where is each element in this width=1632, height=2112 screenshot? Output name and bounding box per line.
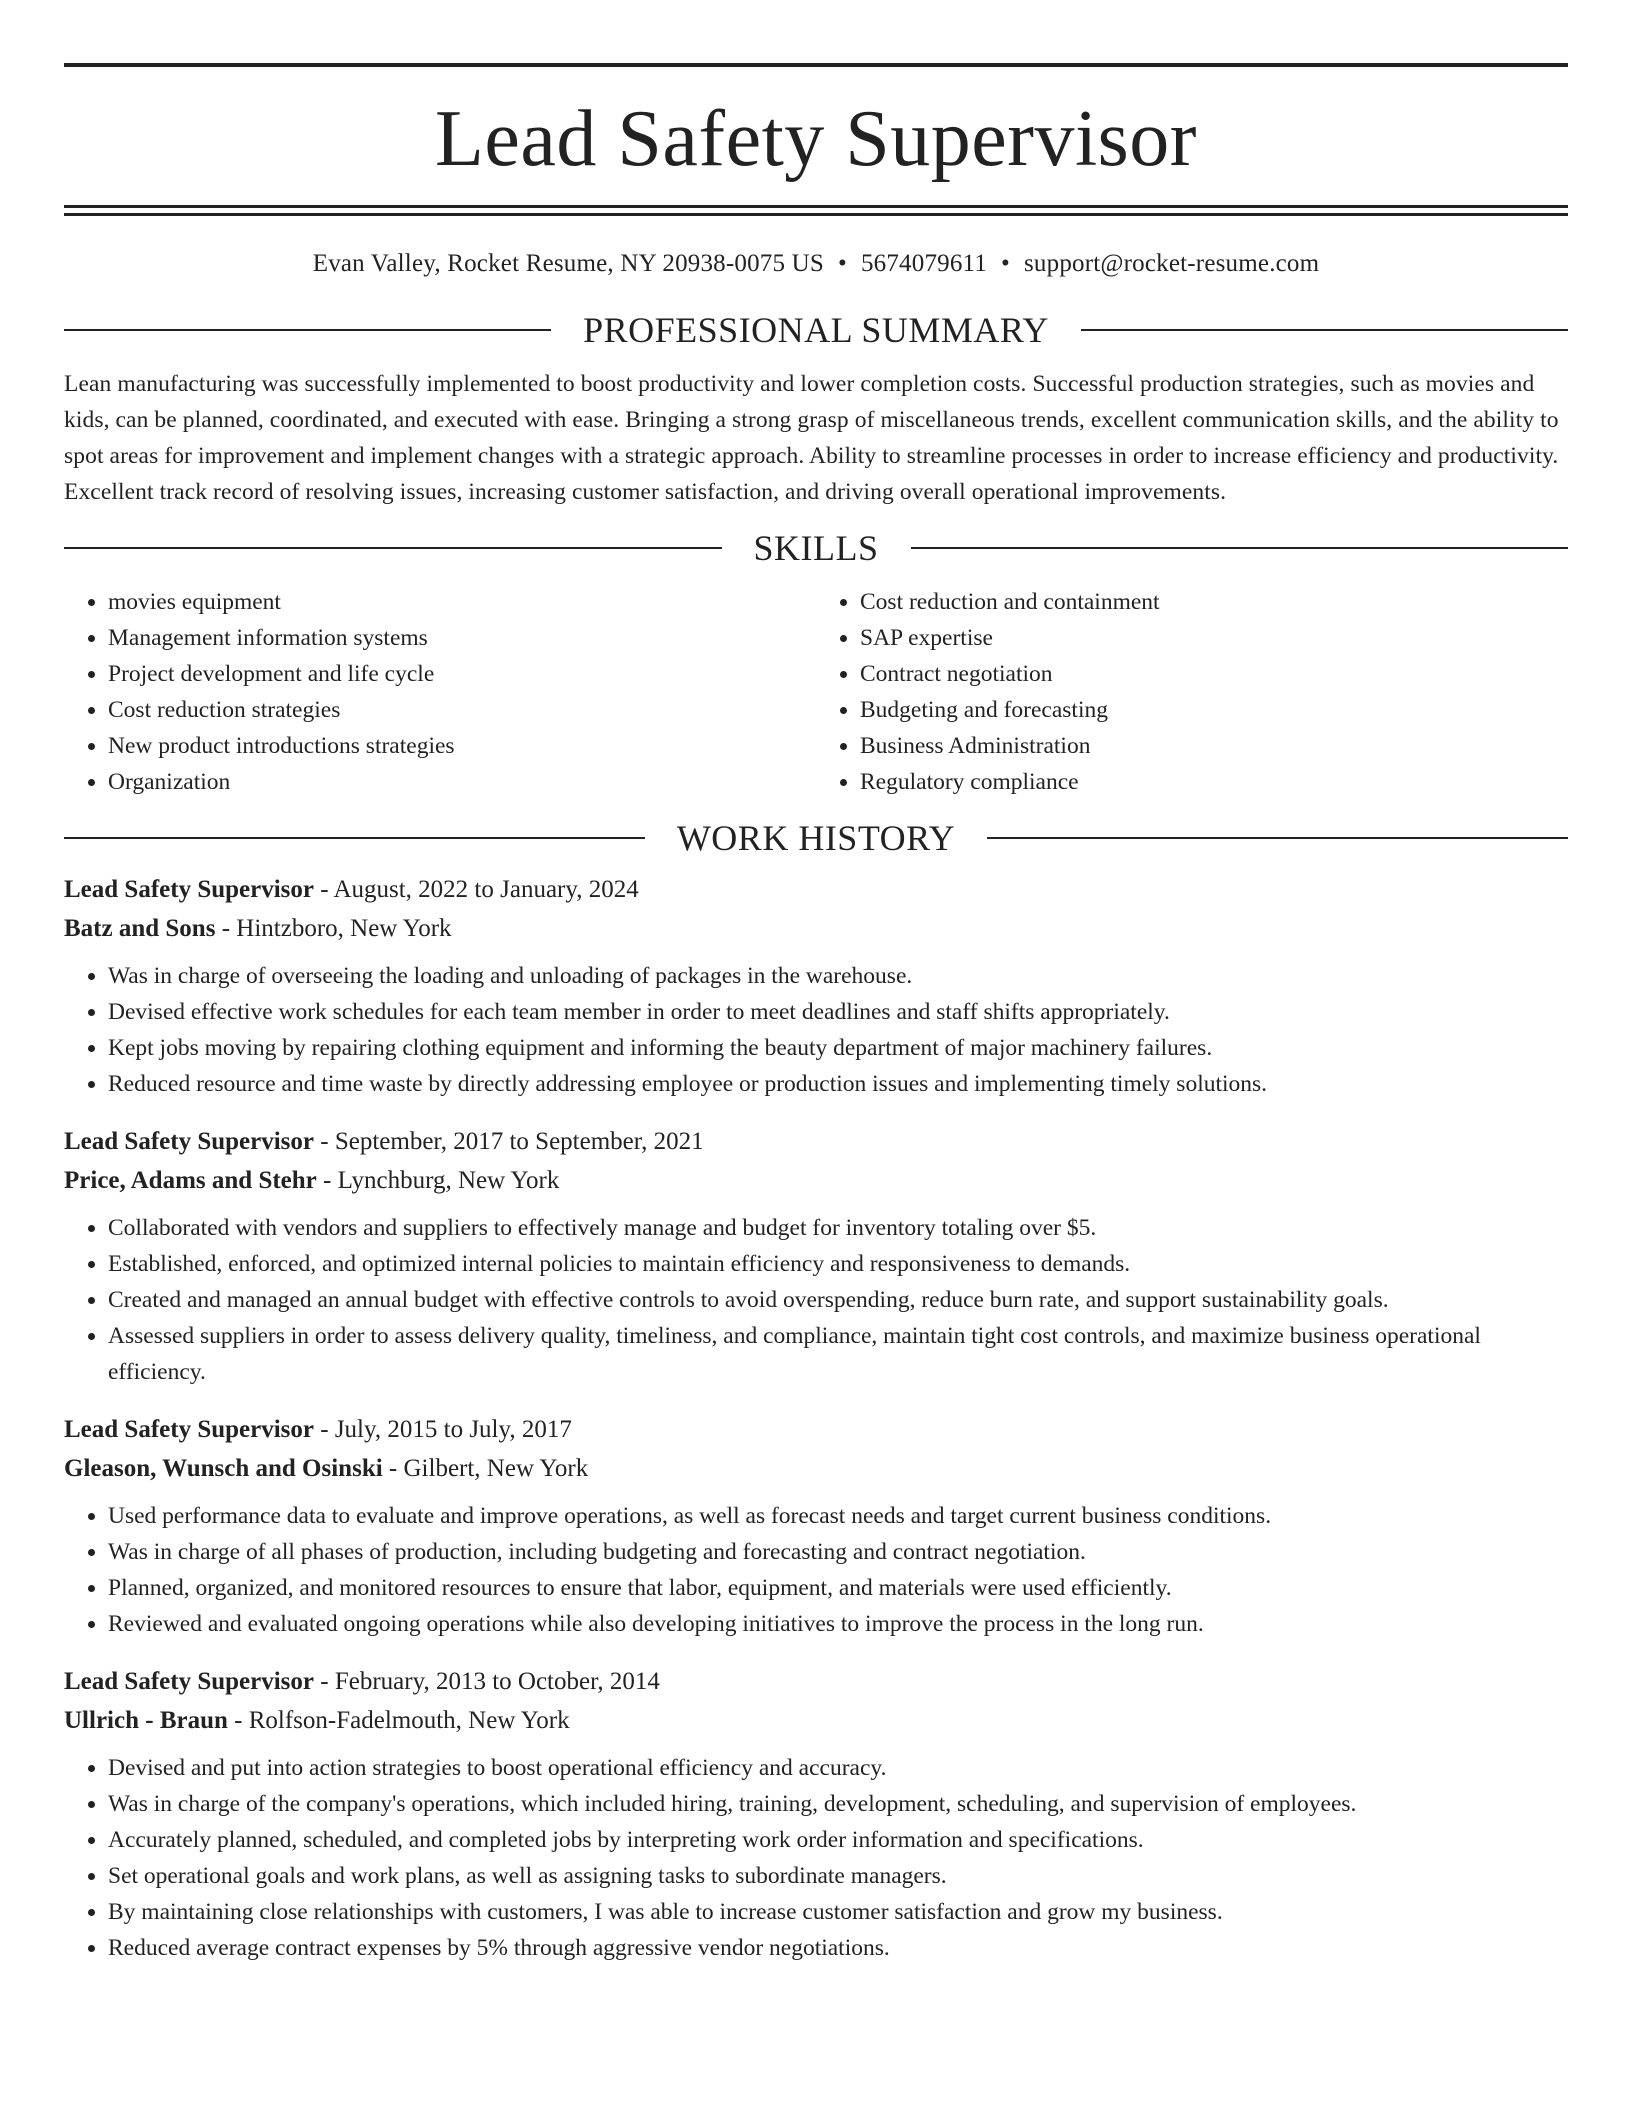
skill-item: • Budgeting and forecasting <box>860 692 1568 728</box>
job-dates: - February, 2013 to October, 2014 <box>314 1668 660 1695</box>
job-company-line <box>64 1161 1568 1200</box>
job-bullet: • By maintaining close relationships with customers, I was able to increase customer satisfaction and grow my business. <box>108 1894 1568 1930</box>
job-role-line <box>64 1662 1568 1701</box>
job-dates: - August, 2022 to January, 2024 <box>314 876 639 903</box>
skill-item: • Management information systems <box>108 620 816 656</box>
job-entry <box>64 1122 1568 1390</box>
job-bullet: • Reduced resource and time waste by directly addressing employee or production issues and implementing timely solutions. <box>108 1066 1568 1102</box>
skill-item: • Contract negotiation <box>860 656 1568 692</box>
job-bullets <box>64 1210 1568 1390</box>
job-entry <box>64 1662 1568 1966</box>
job-bullet: • Planned, organized, and monitored resources to ensure that labor, equipment, and materials were used efficiently. <box>108 1570 1568 1606</box>
job-company-line <box>64 909 1568 948</box>
skill-item: • Business Administration <box>860 728 1568 764</box>
job-dates: - September, 2017 to September, 2021 <box>314 1128 704 1155</box>
job-bullet: • Used performance data to evaluate and improve operations, as well as forecast needs and target current business conditions. <box>108 1498 1568 1534</box>
job-dates: - July, 2015 to July, 2017 <box>314 1416 572 1443</box>
job-bullet: • Established, enforced, and optimized internal policies to maintain efficiency and responsiveness to demands. <box>108 1246 1568 1282</box>
job-role-line <box>64 870 1568 909</box>
contact-phone: 5674079611 <box>860 250 988 277</box>
job-entry <box>64 870 1568 1102</box>
job-location: - Hintzboro, New York <box>215 915 452 942</box>
job-company: Price, Adams and Stehr <box>64 1167 317 1194</box>
skill-item: • movies equipment <box>108 584 816 620</box>
job-role: Lead Safety Supervisor <box>64 1128 314 1155</box>
job-bullet: • Was in charge of all phases of production, including budgeting and forecasting and contract negotiation. <box>108 1534 1568 1570</box>
skill-item: • New product introductions strategies <box>108 728 816 764</box>
skill-item: • Project development and life cycle <box>108 656 816 692</box>
summary-text: Lean manufacturing was successfully implemented to boost productivity and lower completion costs. Successful production strategies, such as movies and kids, can be planned, coordinated, and executed with ease. Bringing a strong grasp of miscellaneous trends, excellent communication skills, and the ability to spot areas for improvement and implement changes with a strategic approach. Ability to streamline processes in order to increase efficiency and productivity. Excellent track record of resolving issues, increasing customer satisfaction, and driving overall operational improvements. <box>64 371 1559 505</box>
job-location: - Rolfson-Fadelmouth, New York <box>227 1707 570 1734</box>
skill-item: • Regulatory compliance <box>860 764 1568 800</box>
skills-list <box>64 584 1568 800</box>
skill-item: • SAP expertise <box>860 620 1568 656</box>
contact-email: support@rocket-resume.com <box>1023 250 1320 277</box>
section-rule-left <box>64 837 645 839</box>
job-company: Batz and Sons <box>64 915 216 942</box>
job-entry <box>64 1410 1568 1642</box>
job-role: Lead Safety Supervisor <box>64 876 314 903</box>
job-bullet: • Kept jobs moving by repairing clothing equipment and informing the beauty department of major machinery failures. <box>108 1030 1568 1066</box>
header-double-rule <box>64 205 1568 216</box>
section-header-skills <box>64 520 1568 576</box>
section-rule-right <box>987 837 1568 839</box>
job-bullet: • Devised and put into action strategies to boost operational efficiency and accuracy. <box>108 1750 1568 1786</box>
section-title-summary: PROFESSIONAL SUMMARY <box>583 310 1049 350</box>
section-title-skills: SKILLS <box>753 528 879 568</box>
job-role: Lead Safety Supervisor <box>64 1668 314 1695</box>
section-rule-right <box>1081 329 1568 331</box>
contact-separator: • <box>838 250 847 277</box>
job-company-line <box>64 1701 1568 1740</box>
job-bullets <box>64 958 1568 1102</box>
job-bullet: • Accurately planned, scheduled, and completed jobs by interpreting work order information and specifications. <box>108 1822 1568 1858</box>
job-company: Ullrich - Braun <box>64 1707 228 1734</box>
job-bullets <box>64 1498 1568 1642</box>
section-title-work-history: WORK HISTORY <box>676 818 956 858</box>
job-bullets <box>64 1750 1568 1966</box>
job-bullet: • Reduced average contract expenses by 5% through aggressive vendor negotiations. <box>108 1930 1568 1966</box>
job-bullet: • Set operational goals and work plans, as well as assigning tasks to subordinate managers. <box>108 1858 1568 1894</box>
job-company: Gleason, Wunsch and Osinski <box>64 1455 383 1482</box>
contact-line <box>64 246 1568 282</box>
resume-title: Lead Safety Supervisor <box>435 95 1197 183</box>
job-location: - Lynchburg, New York <box>316 1167 560 1194</box>
job-bullet: • Created and managed an annual budget with effective controls to avoid overspending, reduce burn rate, and support sustainability goals. <box>108 1282 1568 1318</box>
job-bullet: • Reviewed and evaluated ongoing operations while also developing initiatives to improve the process in the long run. <box>108 1606 1568 1642</box>
job-role: Lead Safety Supervisor <box>64 1416 314 1443</box>
skills-column-right <box>816 584 1568 800</box>
job-bullet: • Collaborated with vendors and suppliers to effectively manage and budget for inventory totaling over $5. <box>108 1210 1568 1246</box>
contact-address: Evan Valley, Rocket Resume, NY 20938-0075 US <box>312 250 824 277</box>
skill-item: • Cost reduction strategies <box>108 692 816 728</box>
section-rule-left <box>64 329 551 331</box>
job-bullet: • Assessed suppliers in order to assess delivery quality, timeliness, and compliance, maintain tight cost controls, and maximize business operational efficiency. <box>108 1318 1568 1390</box>
skill-item: • Cost reduction and containment <box>860 584 1568 620</box>
job-role-line <box>64 1410 1568 1449</box>
section-header-summary <box>64 302 1568 358</box>
skills-column-left <box>64 584 816 800</box>
section-rule-right <box>911 547 1569 549</box>
header-top-rule <box>64 63 1568 67</box>
section-rule-left <box>64 547 722 549</box>
skill-item: • Organization <box>108 764 816 800</box>
job-bullet: • Was in charge of overseeing the loading and unloading of packages in the warehouse. <box>108 958 1568 994</box>
section-header-work-history <box>64 810 1568 866</box>
job-bullet: • Devised effective work schedules for each team member in order to meet deadlines and staff shifts appropriately. <box>108 994 1568 1030</box>
job-location: - Gilbert, New York <box>382 1455 589 1482</box>
job-company-line <box>64 1449 1568 1488</box>
job-role-line <box>64 1122 1568 1161</box>
job-bullet: • Was in charge of the company's operations, which included hiring, training, development, scheduling, and supervision of employees. <box>108 1786 1568 1822</box>
contact-separator: • <box>1001 250 1010 277</box>
